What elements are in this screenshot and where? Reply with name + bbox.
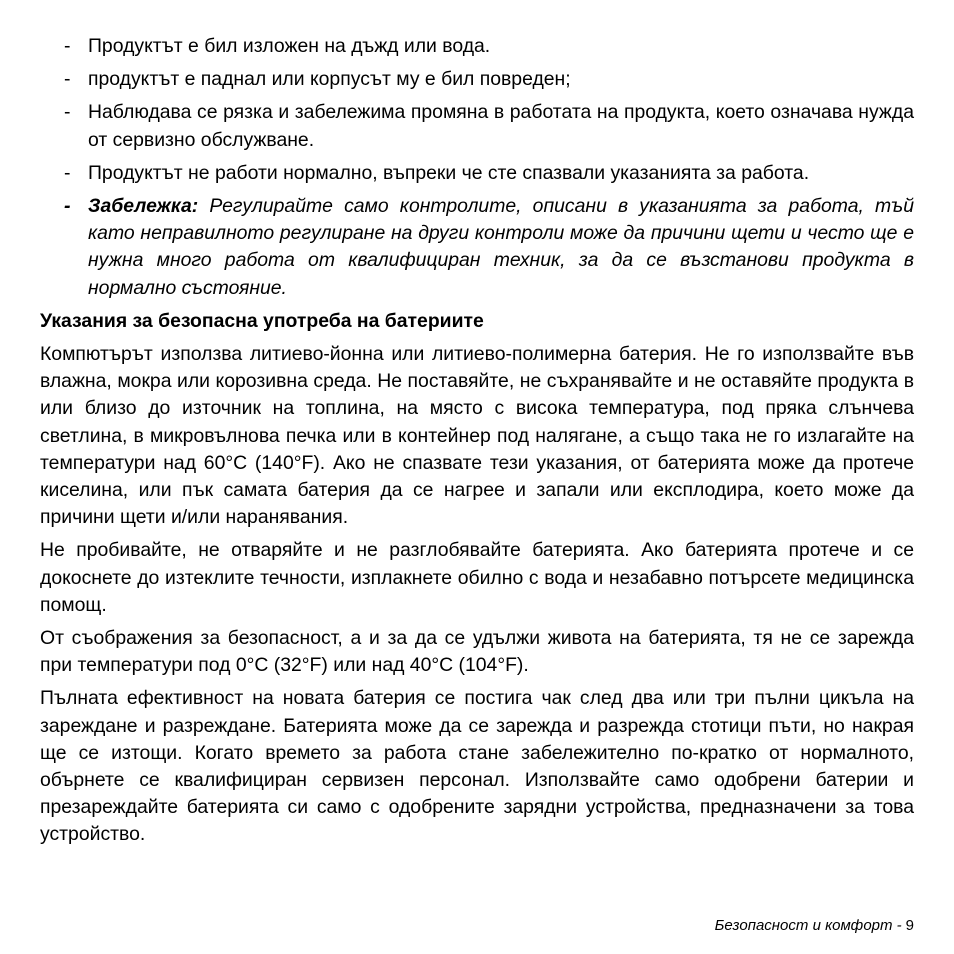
page-content: [40, 33, 914, 855]
list-item-text: Продуктът е бил изложен на дъжд или вода.: [88, 35, 491, 57]
bullet-dash: -: [64, 68, 71, 91]
page-number: 9: [905, 917, 914, 934]
note-text: Регулирайте само контролите, описани в указанията за работа, тъй като неправилното регулиране на други контроли може да причини щети и често ще е нужна много работа от квалифициран техник, за да се възстанови продукта в нормално състояние.: [88, 195, 915, 299]
list-item-text: Продуктът не работи нормално, въпреки че сте спазвали указанията за работа.: [88, 161, 810, 184]
page-footer: [715, 917, 914, 935]
footer-section-title: Безопасност и комфорт -: [714, 917, 902, 934]
list-item: [40, 66, 914, 93]
list-item: [40, 99, 914, 153]
list-item-text: Наблюдава се рязка и забележима промяна в работата на продукта, което означава нужда от сервизно обслужване.: [88, 101, 914, 151]
bullet-dash: -: [64, 195, 71, 218]
note-item: [40, 193, 914, 302]
paragraph: Пълната ефективност на новата батерия се постига чак след два или три пълни цикъла на зареждане и разреждане. Батерията може да се зарежда и разрежда стотици пъти, но накрая ще се изтощи. Когато времето за работа стане забележително по-кратко от нормалното, обърнете се квалифициран сервизен персонал. Използвайте само одобрени батерии и презареждайте батерията си само с одобрените зарядни устройства, предназначени за това устройство.: [40, 687, 914, 846]
paragraph: Не пробивайте, не отваряйте и не разглобявайте батерията. Ако батерията протече и се докоснете до изтеклите течности, изплакнете обилно с вода и незабавно потърсете медицинска помощ.: [40, 539, 914, 616]
bullet-dash: -: [64, 35, 71, 57]
note-label: Забележка:: [88, 195, 199, 218]
list-item: [40, 160, 914, 187]
bullet-dash: -: [64, 161, 71, 184]
section-heading: Указания за безопасна употреба на батериите: [40, 309, 484, 332]
list-item: [40, 33, 914, 60]
list-item-text: продуктът е паднал или корпусът му е бил повреден;: [88, 68, 571, 91]
paragraph: От съображения за безопасност, а и за да се удължи живота на батерията, тя не се зарежда при температури под 0°C (32°F) или над 40°C (104°F).: [40, 627, 914, 677]
paragraph: Компютърът използва литиево-йонна или литиево-полимерна батерия. Не го използвайте във влажна, мокра или корозивна среда. Не поставяйте, не съхранявайте и не оставяйте продукта в или близо до източник на топлина, на място с висока температура, под пряка слънчева светлина, в микровълнова печка или в контейнер под налягане, а също така не го излагайте на температури над 60°C (140°F). Ако не спазвате тези указания, от батерията може да протече киселина, или пък самата батерия да се нагрее и запали или експлодира, което може да причини щети и/или наранявания.: [40, 343, 914, 529]
bullet-dash: -: [64, 101, 71, 124]
